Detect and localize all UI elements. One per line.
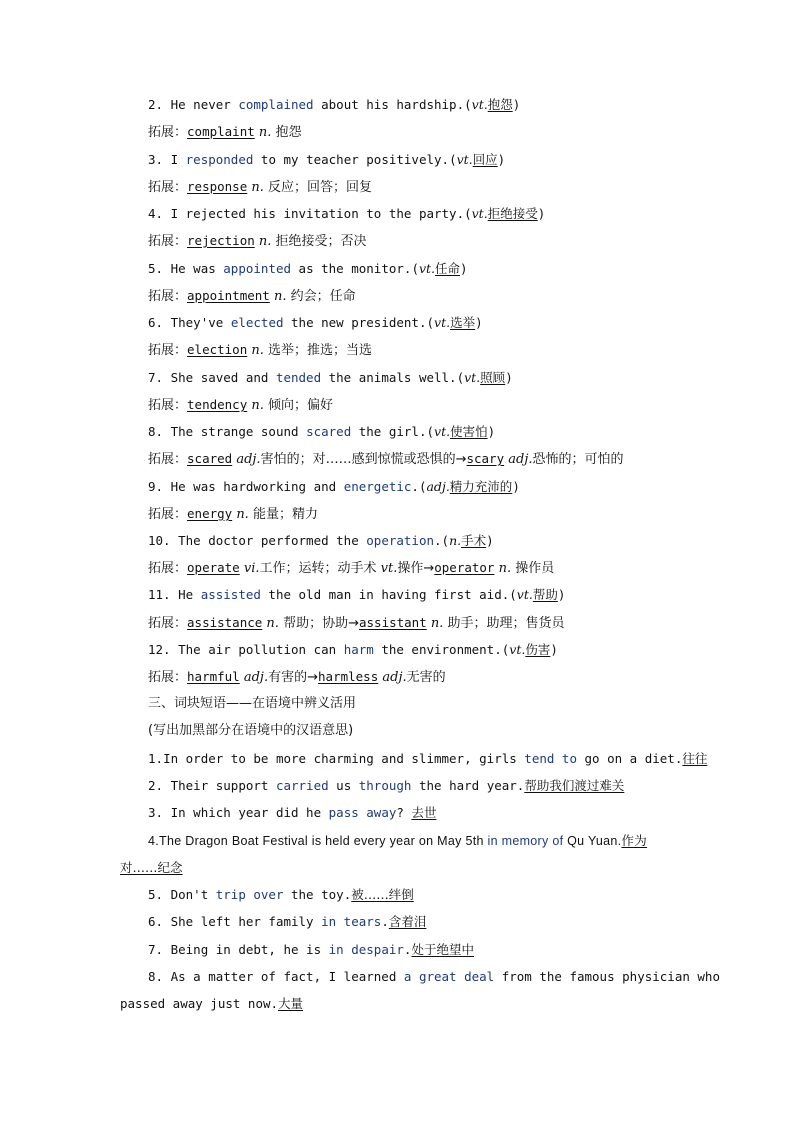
sentence-item: 3. I responded to my teacher positively.(vt.回应) [148, 152, 506, 167]
extension-line: 拓展：harmful adj.有害的→harmless adj.无害的 [148, 669, 446, 685]
answer: 抱怨 [487, 97, 513, 112]
phrase-item: 5. Don't trip over the toy.被……绊倒 [148, 887, 414, 902]
extension-line: 拓展：rejection n. 拒绝接受；否决 [148, 233, 367, 249]
phrase-item-continued: passed away just now.大量 [120, 996, 304, 1011]
answer: assistant [359, 615, 427, 630]
key-phrase: in tears [321, 914, 382, 929]
sentence-item: 10. The doctor performed the operation.(n.手术) [148, 533, 494, 548]
key-word: elected [230, 315, 284, 330]
key-word: harm [343, 642, 374, 657]
answer: 去世 [411, 805, 437, 820]
key-phrase: pass away [328, 805, 397, 820]
key-word: complained [238, 97, 314, 112]
sentence-item: 5. He was appointed as the monitor.(vt.任命) [148, 261, 468, 276]
answer: response [187, 179, 248, 194]
key-word: operation [366, 533, 434, 548]
answer: 处于绝望中 [411, 942, 474, 957]
key-word: scared [306, 424, 352, 439]
answer: 使害怕 [450, 424, 488, 439]
extension-line: 拓展：response n. 反应；回答；回复 [148, 179, 373, 195]
key-word: assisted [200, 587, 261, 602]
key-phrase: in despair [328, 942, 404, 957]
answer: 手术 [461, 533, 487, 548]
answer: 被……绊倒 [351, 887, 414, 902]
phrase-item: 1.In order to be more charming and slimmer, girls tend to go on a diet.往往 [148, 751, 708, 766]
sentence-item: 6. They've elected the new president.(vt.选举) [148, 315, 483, 330]
answer: tendency [187, 397, 248, 412]
key-phrase: trip over [215, 887, 284, 902]
answer: appointment [187, 288, 270, 303]
sentence-item: 9. He was hardworking and energetic.(adj.精力充沛的) [148, 479, 520, 494]
answer: 对……纪念 [120, 860, 183, 875]
answer: election [187, 342, 248, 357]
phrase-item: 8. As a matter of fact, I learned a great deal from the famous physician who [148, 969, 720, 984]
answer: 帮助我们渡过难关 [524, 778, 625, 793]
answer: 含着泪 [388, 914, 427, 929]
key-word: tended [275, 370, 322, 385]
key-phrase: through [358, 778, 412, 793]
answer: 往往 [682, 751, 708, 766]
arrow-icon: → [455, 452, 467, 467]
answer: 任命 [435, 261, 461, 276]
key-phrase: in memory of [487, 834, 564, 848]
answer: complaint [187, 124, 255, 139]
extension-line: 拓展：complaint n. 抱怨 [148, 124, 302, 140]
answer: operator [434, 560, 495, 575]
arrow-icon: → [348, 616, 359, 631]
answer: 大量 [278, 996, 304, 1011]
answer: 帮助 [532, 587, 558, 602]
answer: scary [466, 451, 505, 466]
answer: 照顾 [480, 370, 506, 385]
extension-line: 拓展：operate vi.工作；运转；动手术 vt.操作→operator n. 操作员 [148, 560, 555, 576]
answer: 拒绝接受 [487, 206, 538, 221]
phrase-item-continued [120, 856, 678, 880]
answer: 选举 [450, 315, 476, 330]
answer: rejection [187, 233, 255, 248]
sentence-item: 7. She saved and tended the animals well.(vt.照顾) [148, 370, 513, 385]
answer: operate [187, 560, 240, 575]
arrow-icon: → [423, 561, 435, 576]
sentence-item: 11. He assisted the old man in having first aid.(vt.帮助) [148, 587, 566, 602]
extension-line: 拓展：appointment n. 约会；任命 [148, 288, 356, 304]
extension-line: 拓展：energy n. 能量；精力 [148, 506, 318, 522]
answer: 伤害 [525, 642, 551, 657]
answer: 作为 [621, 833, 648, 848]
key-word: appointed [223, 261, 292, 276]
key-phrase: a great deal [403, 969, 495, 984]
phrase-item: 7. Being in debt, he is in despair.处于绝望中 [148, 942, 474, 957]
key-word: responded [185, 152, 254, 167]
phrase-item: 6. She left her family in tears.含着泪 [148, 914, 427, 929]
phrase-item: 3. In which year did he pass away? 去世 [148, 805, 437, 820]
sentence-item: 4. I rejected his invitation to the party.(vt.拒绝接受) [148, 206, 546, 221]
answer: energy [187, 506, 233, 521]
sentence-item: 12. The air pollution can harm the environment.(vt.伤害) [148, 642, 558, 657]
answer: harmful [187, 669, 240, 684]
phrase-item: 4.The Dragon Boat Festival is held every year on May 5th in memory of Qu Yuan.作为 [148, 833, 648, 848]
answer: assistance [187, 615, 263, 630]
key-phrase: carried [275, 778, 329, 793]
arrow-icon: → [307, 670, 319, 685]
extension-line: 拓展：scared adj.害怕的；对……感到惊慌或恐惧的→scary adj.恐怖的；可怕的 [148, 451, 624, 467]
key-word: energetic [343, 479, 412, 494]
extension-line: 拓展：election n. 选举；推选；当选 [148, 342, 373, 358]
section-note: (写出加黑部分在语境中的汉语意思) [148, 723, 354, 738]
answer: 精力充沛的 [449, 479, 513, 494]
sentence-item: 8. The strange sound scared the girl.(vt.使害怕) [148, 424, 496, 439]
key-phrase: tend to [524, 751, 577, 766]
answer: harmless [318, 669, 379, 684]
phrase-item: 2. Their support carried us through the hard year.帮助我们渡过难关 [148, 778, 625, 793]
sentence-item: 2. He never complained about his hardship.(vt.抱怨) [148, 97, 521, 112]
section-title: 三、词块短语——在语境中辨义活用 [148, 696, 357, 711]
answer: 回应 [472, 152, 498, 167]
extension-line: 拓展：tendency n. 倾向；偏好 [148, 397, 334, 413]
answer: scared [187, 451, 233, 466]
extension-line: 拓展：assistance n. 帮助；协助→assistant n. 助手；助理；售货员 [148, 615, 565, 631]
